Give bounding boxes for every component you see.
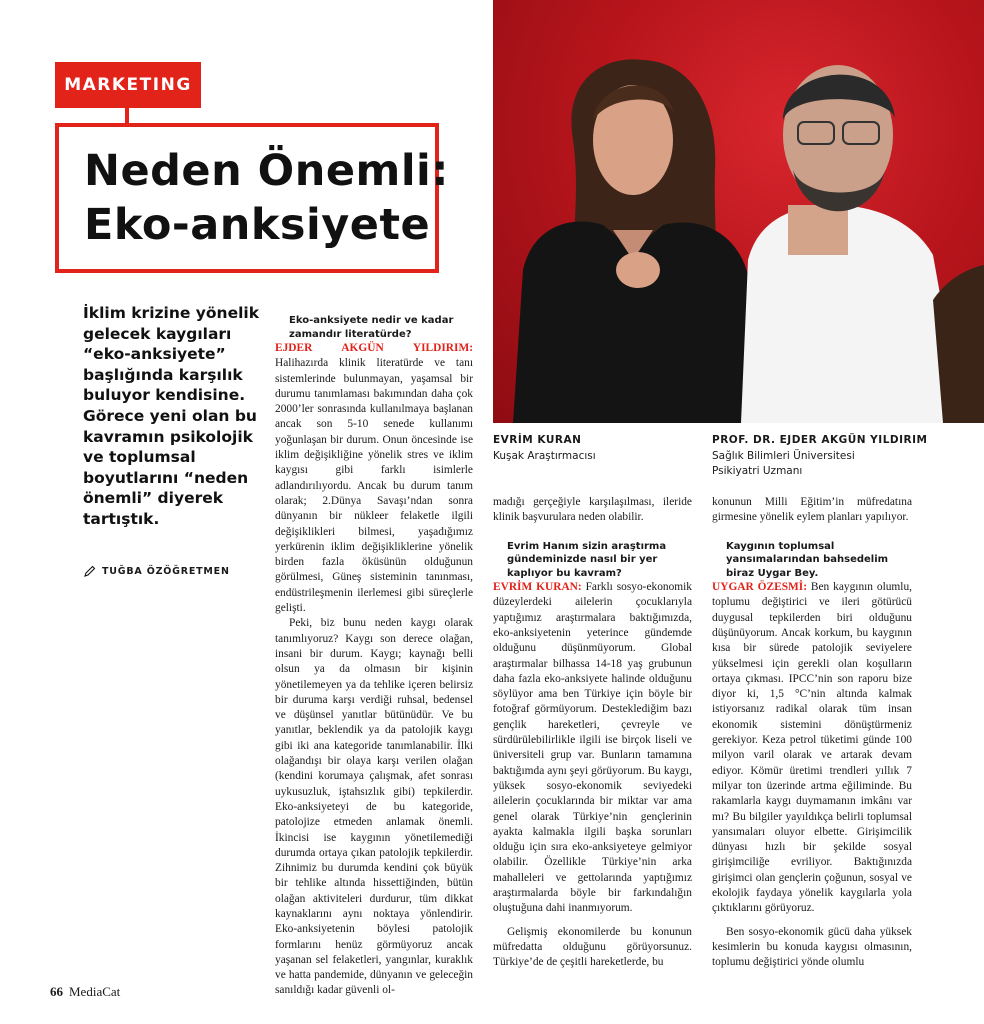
speaker-label: EJDER AKGÜN YILDIRIM: (275, 342, 473, 354)
answer-text: Farklı sosyo-ekonomik düzeylerdeki ailelerin çocuklarıyla yaptığımız araştırmalara baktığımızda, eko-anksiyetenin yeterince gündemde olduğunu düşünmüyorum. Global araştırmalar bilhassa 14-18 yaş grubunun daha fazla eko-anksiyete halinde olduğunu söylüyor ama ben Türkiye için böyle bir fotoğraf görmüyorum. Desteklediğim bazı gençlik hareketleri, çevreyle ve sürdürülebilirlikle ilgili ise birçok liseli ve üniversiteli grup var. Bunların tamamına baktığımda aynı şeyi görüyorum. Bu kaygı, yüksek sosyo-ekonomik seviyedeki ailelerin çocuklarında bir miktar var ama genel olarak Türkiye’nin gençlerinin ayakta kalmakla ilgili başka sorunları olduğu için sıra eko-anksiyeteye gelmiyor olabilir. Özellikle Türkiye’nin arka mahalleleri ve gettolarında yaptığımız araştırmalarda böyle bir farkındalığın oluştuğuna dahi inanmıyorum. (493, 581, 692, 915)
caption-right-name: PROF. DR. EJDER AKGÜN YILDIRIM (712, 434, 928, 446)
body-paragraph: Ben sosyo-ekonomik gücü daha yüksek kesimlerin bu konuda kaygısı olmasının, toplumu değiştirici yönde olumlu (712, 925, 912, 969)
author-byline (84, 565, 230, 577)
page-number: 66 (50, 984, 63, 999)
page-title-line-1: Neden Önemli: (84, 146, 449, 196)
caption-left-role: Kuşak Araştırmacısı (493, 450, 596, 462)
answer-text: Halihazırda klinik literatürde ve tanı sistemlerinde bulunmayan, yaşamsal bir durumu tanımlaması bakımından daha çok 2000’ler sonrasında kullanılmaya başlanan ancak son 5-10 senede kullanımı yoğunlaşan bir durum. Onun öncesinde ise iklim değişikliğine yönelik stres ve iklim kaygısı gibi farklı isimlerle adlandırılıyordu. Ancak bu durum tanım olarak; 2.Dünya Savaşı’ndan sonra dünyanın bir nükleer felaketle ilgili değişiklikleri bilmesi, yaşadığımız yerkürenin iklim değişikliklerine yönelik birden fazla öküsünün olduğunun görülmesi, Güneş sisteminin tanınması, endüstrileşmenin ilerlemesi gibi süreçlerle gelişti. (275, 357, 473, 615)
caption-left-name: EVRİM KURAN (493, 434, 582, 446)
body-paragraph: Peki, biz bunu neden kaygı olarak tanımlıyoruz? Kaygı son derece olağan, insani bir durum. Kaygı; kaynağı belli olsun ya da olmasın bir kişinin yönetilemeyen ya da tehlike içeren belirsiz bir duruma karşı verdiği ruhsal, bedensel ve düşünsel yanıtlar bütünüdür. Ve bu yanıtlar, beklendik ya da patolojik kaygı gibi iki ana kategoride tanımlanabilir. İlki olağandışı bir olaya karşı verilen olağan (kendini korumaya çalışmak, afet sonrası uykusuzluk, iştahsızlık gibi) tepkilerdir. Eko-anksiyeteyi de bu kategoride, patolojize etmeden anlamak önemli. İkincisi ise kaygının yönetilemediği durumda ortaya çıkan patolojik tepkilerdir. Zihnimiz bu durumda kendini çok büyük bir tehlike altında hissettiğinden, bütün olağan aktiviteleri durdurur, tüm dikkat kaynaklarını aynı noktaya yönlendirir. Eko-anksiyetenin böylesi patolojik formlarını henüz görmüyoruz ancak yaşanan sel felaketleri, yangınlar, kuraklık ve hatta pandemide, dünyanın ve geleceğin sanıldığı kadar güvenli ol- (275, 617, 473, 997)
tag-connector (125, 108, 129, 124)
portrait-photo (493, 0, 984, 423)
page-footer (50, 984, 120, 1000)
speaker-label: UYGAR ÖZESMİ: (712, 581, 808, 594)
body-column-3 (712, 495, 912, 971)
portrait-illustration (493, 0, 984, 423)
speaker-label: EVRİM KURAN: (493, 581, 582, 594)
lead-paragraph: İklim krizine yönelik gelecek kaygıları “eko-anksiyete” başlığında karşılık buluyor kendisine. Görece yeni olan bu kavramın psikolojik ve toplumsal boyutlarını “neden önemli” diyerek tartıştık. (83, 304, 260, 528)
question-1: Eko-anksiyete nedir ve kadar zamandır literatürde? (289, 315, 454, 340)
pencil-icon (84, 565, 96, 577)
body-paragraph: madığı gerçeğiyle karşılaşılması, ileride klinik başvurulara neden olabilir. (493, 496, 692, 524)
body-paragraph: konunun Milli Eğitim’in müfredatına girmesine yönelik eylem planları yapılıyor. (712, 496, 912, 524)
question-2: Evrim Hanım sizin araştırma gündeminizde nasıl bir yer kaplıyor bu kavram? (507, 540, 667, 579)
body-column-1 (275, 314, 473, 999)
publication-name: MediaCat (69, 984, 121, 999)
section-tag: MARKETING (55, 62, 201, 108)
body-column-2 (493, 495, 692, 971)
author-name: TUĞBA ÖZÖĞRETMEN (102, 565, 230, 577)
caption-right-role-1: Sağlık Bilimleri Üniversitesi (712, 450, 855, 462)
caption-right-role-2: Psikiyatri Uzmanı (712, 465, 803, 477)
answer-text: Ben kaygının olumlu, toplumu değiştirici ve ileri götürücü duygusal tepkilerden biri olduğunu düşünüyorum. Ancak korkum, bu kaygının kısa bir sürede patolojik seviyelere yükselmesi için gerekli olan koşulların ortaya çıkması. IPCC’nin son raporu bize diyor ki, 1,5 °C’nin altında kalmak istiyorsanız radikal olarak tüm insan ekonomik sistemini dönüştürmeniz gerekiyor. Keza petrol tüketimi günde 100 milyon varil olarak ve artarak devam ediyor. Kömür üretimi trendleri yıllık 7 milyar ton üzerinde artma eğiliminde. Bu rakamlarla kaygı duymamanın imkânı var mı? Bu bilgiler yayıldıkça belirli toplumsal yansımaları oluyor elbette. Girişimcilik dünyası hızlı bir şekilde sosyal girişimciliğe evriliyor. Baktığınızda girişimci olan gençlerin çoğunun, sosyal ve ekolojik faydaya yönelik kaygılarla yola çıktıklarını görüyoruz. (712, 581, 912, 915)
page-title-line-2: Eko-anksiyete (84, 200, 431, 250)
body-paragraph: Gelişmiş ekonomilerde bu konunun müfredatta olduğunu görüyorsunuz. Türkiye’de de çeşitli hareketlerde, bu (493, 925, 692, 969)
question-3: Kaygının toplumsal yansımalarından bahsedelim biraz Uygar Bey. (726, 540, 889, 579)
